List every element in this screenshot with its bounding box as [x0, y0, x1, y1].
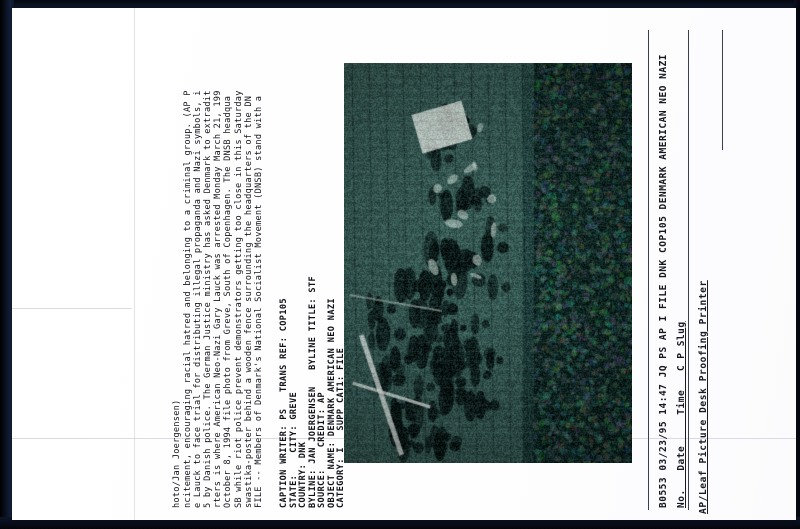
- caption-line: hoto/Jan Joergensen): [172, 399, 183, 508]
- wirephoto-image: [344, 63, 632, 463]
- caption-line: SB while riot police prevent demonstrators getting too close in this Saturday: [233, 90, 244, 508]
- paper-crease: [134, 8, 135, 520]
- metadata-line: SOURCE: CREDIT: AP: [317, 391, 327, 508]
- column-header-row: No. Date Time C P Slug: [676, 321, 687, 508]
- metadata-line: CAPTION WRITER: PS TRANS REF: COP105: [279, 298, 289, 508]
- caption-line: October 8, 1994 file photo from Greve, South of Copenhagen. The DNSB headqua: [223, 95, 234, 508]
- caption-line: e Lauck to face trial for distributing illegal propaganda and Nazi symbols, i: [192, 90, 203, 508]
- header-rule: [688, 30, 689, 510]
- caption-line: rters is where American Neo-Nazi Gary Lauck was arrested Monday March 21, 199: [213, 90, 224, 508]
- header-rule: [648, 30, 649, 510]
- caption-line: 5 by Danish police. The German Justice ministry has asked Denmark to extradit: [203, 90, 213, 508]
- metadata-line: COUNTRY: DNK: [298, 441, 308, 508]
- caption-line: ncitement, encouraging racial hatred and belonging to a criminal group. (AP P: [182, 90, 193, 508]
- header-rule: [722, 30, 723, 150]
- transmission-row: B0553 03/23/95 14:47 JQ PS AP I FILE DNK COP105 DENMARK AMERICAN NEO NAZI: [658, 53, 669, 508]
- printer-title: AP/Leaf Picture Desk Proofing Printer: [698, 280, 709, 514]
- paper-crease: [12, 308, 132, 309]
- metadata-line: BYLINE: JAN JOERGENSEN BYLINE TITLE: STF: [307, 275, 318, 508]
- proof-sheet-page: [12, 8, 796, 520]
- caption-line: swastika-poster behind a wooden fence surrounding the headquarters of the DN: [243, 95, 254, 508]
- caption-line: FILE -- Members of Denmark's National Socialist Movement (DNSB) stand with a: [254, 95, 264, 508]
- metadata-line: OBJECT NAME: DENMARK AMERICAN NEO NAZI: [326, 298, 337, 508]
- metadata-line: STATE: CITY: GREVE: [288, 391, 299, 508]
- metadata-line: CATEGORY: I SUPP CAT1: FILE: [336, 347, 346, 508]
